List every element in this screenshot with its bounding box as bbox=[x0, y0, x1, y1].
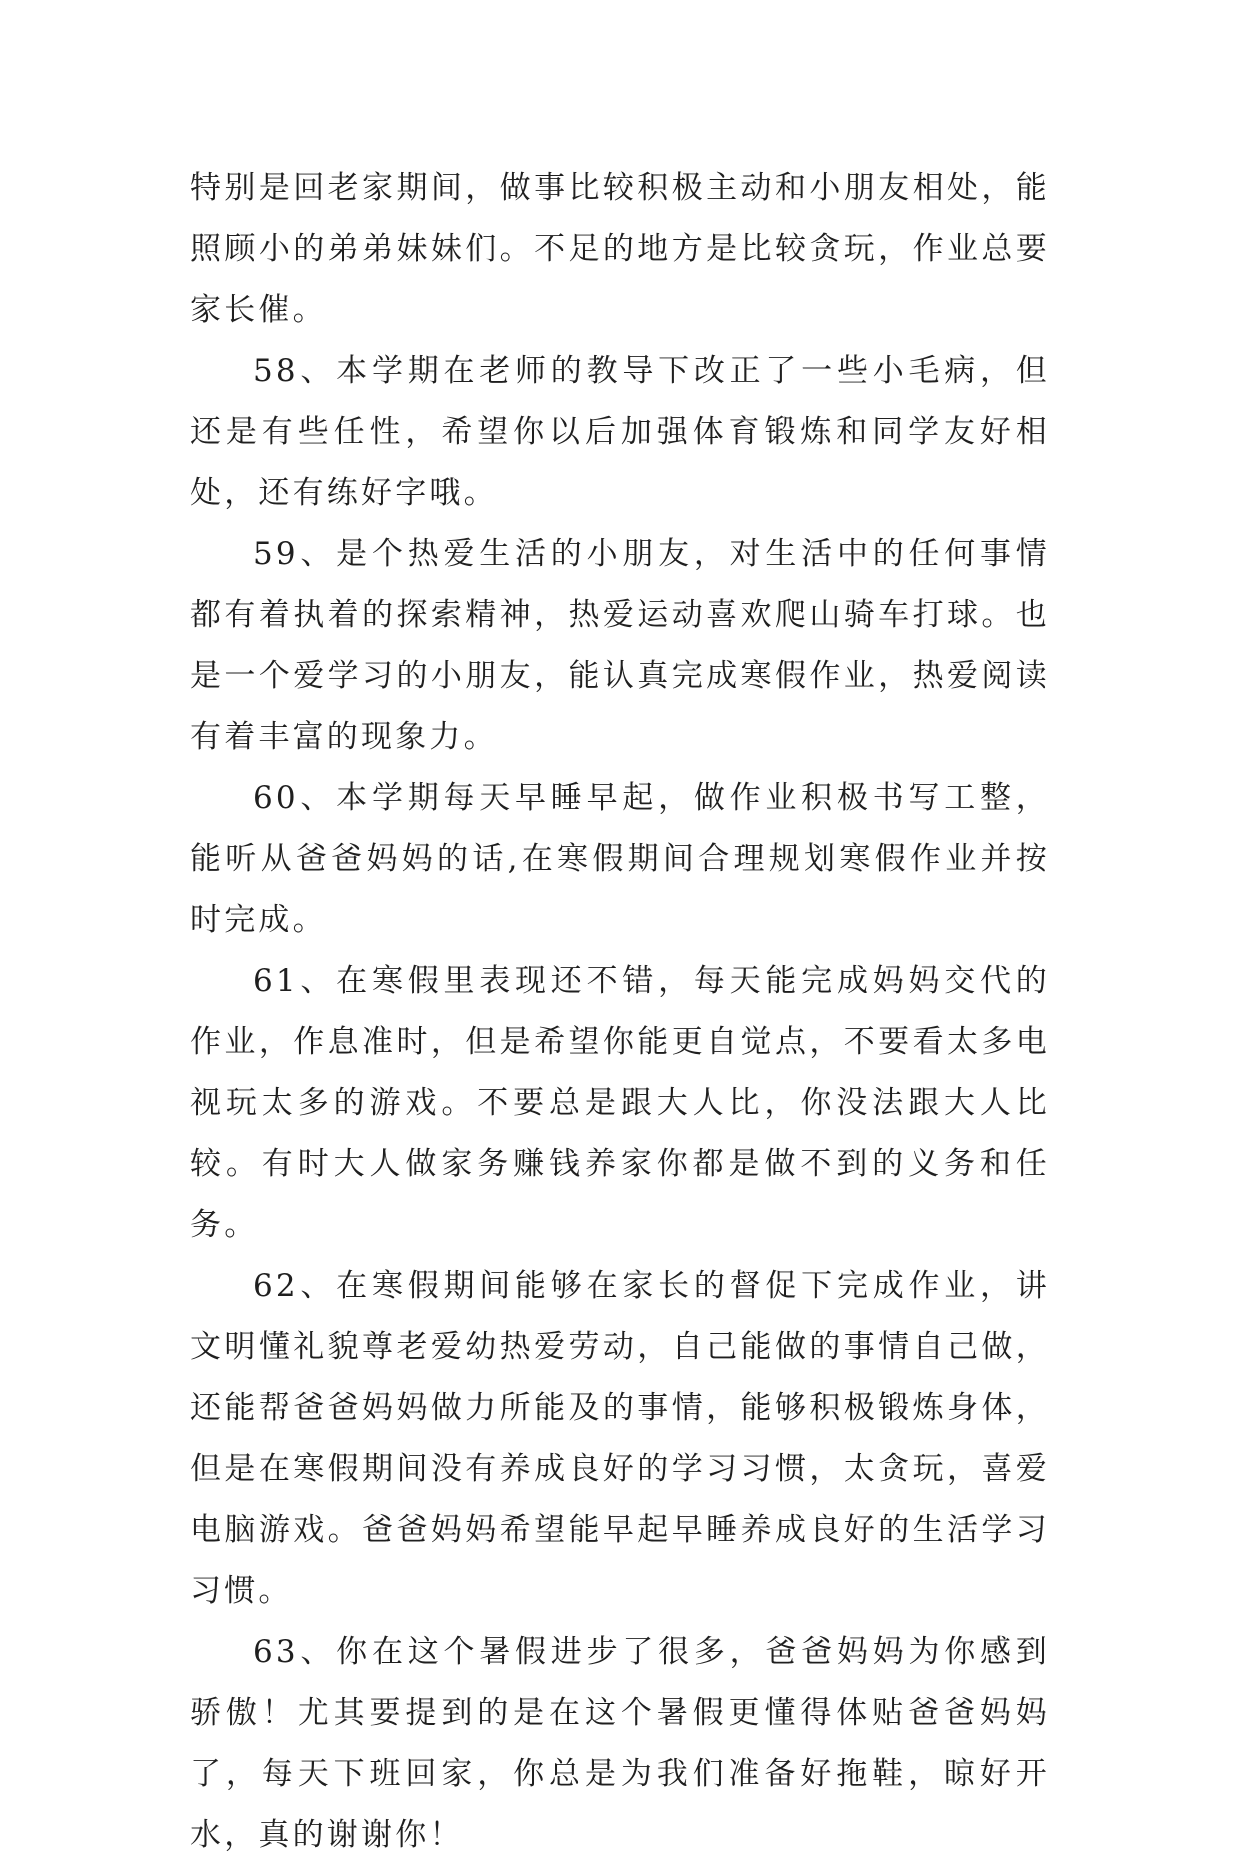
paragraph-58: 58、本学期在老师的教导下改正了一些小毛病，但还是有些任性，希望你以后加强体育锻炼和同学友好相处，还有练好字哦。 bbox=[190, 353, 1050, 511]
paragraph-57-continued: 特别是回老家期间，做事比较积极主动和小朋友相处，能照顾小的弟弟妹妹们。不足的地方是比较贪玩，作业总要家长催。 bbox=[190, 170, 1050, 328]
paragraph-60: 60、本学期每天早睡早起，做作业积极书写工整，能听从爸爸妈妈的话,在寒假期间合理规划寒假作业并按时完成。 bbox=[190, 780, 1050, 938]
paragraph-61: 61、在寒假里表现还不错，每天能完成妈妈交代的作业，作息准时，但是希望你能更自觉点，不要看太多电视玩太多的游戏。不要总是跟大人比，你没法跟大人比较。有时大人做家务赚钱养家你都是做不到的义务和任务。 bbox=[190, 963, 1050, 1243]
document-body bbox=[190, 158, 1050, 1866]
paragraph-63: 63、你在这个暑假进步了很多，爸爸妈妈为你感到骄傲！尤其要提到的是在这个暑假更懂得体贴爸爸妈妈了，每天下班回家，你总是为我们准备好拖鞋，晾好开水，真的谢谢你！ bbox=[190, 1634, 1050, 1853]
paragraph-59: 59、是个热爱生活的小朋友，对生活中的任何事情都有着执着的探索精神，热爱运动喜欢爬山骑车打球。也是一个爱学习的小朋友，能认真完成寒假作业，热爱阅读有着丰富的现象力。 bbox=[190, 536, 1050, 755]
paragraph-62: 62、在寒假期间能够在家长的督促下完成作业，讲文明懂礼貌尊老爱幼热爱劳动，自己能做的事情自己做，还能帮爸爸妈妈做力所能及的事情，能够积极锻炼身体，但是在寒假期间没有养成良好的学习习惯，太贪玩，喜爱电脑游戏。爸爸妈妈希望能早起早睡养成良好的生活学习习惯。 bbox=[190, 1268, 1050, 1609]
